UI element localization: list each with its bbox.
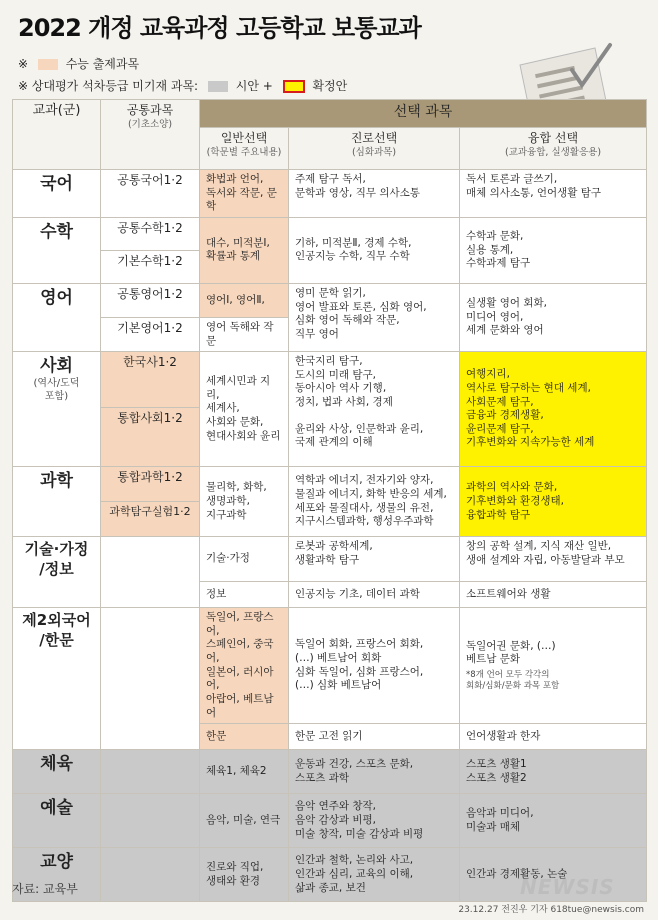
general-pe: 체육1, 체육2 (200, 750, 289, 794)
legend-swatch-gray (208, 81, 228, 92)
fusion-liberal: 인간과 경제활동, 논술 (460, 848, 647, 902)
text-line: 심화 영어 독해와 작문, (295, 314, 400, 327)
general-tech-2: 정보 (200, 582, 289, 608)
common-math-1: 공통수학1·2 (101, 217, 200, 250)
header-common-sub: (기초소양) (127, 118, 173, 130)
fusion-pe (460, 750, 647, 794)
cat-tech-label-1: 기술·가정 (24, 540, 89, 559)
general-science (200, 467, 289, 537)
common-science-2: 과학탐구실험1·2 (101, 502, 200, 537)
common-korean: 공통국어1·2 (101, 170, 200, 218)
header-general-sub: (학문별 주요내용) (206, 146, 282, 158)
cat-math: 수학 (13, 217, 101, 283)
career-pe (289, 750, 460, 794)
text-line: 로봇과 공학세계, (295, 540, 373, 553)
text-line: 역학과 에너지, 전자기와 양자, (295, 474, 434, 487)
text-line: 회화/심화/문화 과목 포함 (466, 680, 560, 691)
text-line: 스포츠 생활1 (466, 758, 527, 771)
general-english-1: 영어Ⅰ, 영어Ⅱ, (200, 283, 289, 317)
credit-line: 23.12.27 전진우 기자 618tue@newsis.com (458, 905, 644, 915)
career-liberal (289, 848, 460, 902)
common-lang-empty (101, 608, 200, 750)
legend-mark: ※ (18, 79, 29, 93)
text-line: 미디어 영어, (466, 310, 524, 323)
text-line: 지구시스템과학, 행성우주과학 (295, 515, 434, 528)
legend-final-label: 확정안 (312, 79, 348, 93)
general-lang-1 (200, 608, 289, 724)
legend-swatch-yellow (283, 80, 305, 93)
common-pe-empty (101, 750, 200, 794)
text-line: 미술과 매체 (466, 820, 521, 833)
text-line: 독일어권 문화, (…) (466, 639, 556, 652)
text-line: 국제 관계의 이해 (295, 436, 373, 449)
header-general (200, 128, 289, 170)
cat-english: 영어 (13, 283, 101, 351)
career-science (289, 467, 460, 537)
text-line: 인공지능 수학, 직무 수학 (295, 250, 410, 263)
source-note: 자료: 교육부 (12, 882, 78, 896)
text-line: 물질과 에너지, 화학 반응의 세계, (295, 488, 447, 501)
text-line: *8개 언어 모두 각각의 (466, 669, 550, 680)
career-social (289, 352, 460, 467)
legend-exam (18, 55, 139, 72)
text-line: 기후변화와 환경생태, (466, 494, 564, 507)
text-line: 매체 의사소통, 언어생활 탐구 (466, 186, 602, 199)
header-common (101, 100, 200, 170)
text-line: 기후변화와 지속가능한 세계 (466, 436, 595, 449)
header-fusion (460, 128, 647, 170)
text-line: 실생활 영어 회화, (466, 297, 548, 310)
career-art (289, 794, 460, 848)
text-line: 세계사, (206, 402, 240, 415)
text-line: 한국지리 탐구, (295, 355, 363, 368)
text-line: 스페인어, 중국어, (206, 638, 274, 665)
text-line: 직무 영어 (295, 327, 339, 340)
text-line: 동아시아 역사 기행, (295, 382, 387, 395)
text-line: 기하, 미적분Ⅱ, 경제 수학, (295, 236, 412, 249)
cat-social-sub-2: 포함) (44, 391, 69, 403)
header-fusion-label: 융합 선택 (527, 131, 579, 145)
text-line: 독일어 회화, 프랑스어 회화, (295, 638, 424, 651)
cat-science: 과학 (13, 467, 101, 537)
text-line: 사회와 문화, (206, 416, 264, 429)
general-art: 음악, 미술, 연극 (200, 794, 289, 848)
text-line: 융합과학 탐구 (466, 508, 531, 521)
text-line: 생활과학 탐구 (295, 553, 360, 566)
career-tech-2: 인공지능 기초, 데이터 과학 (289, 582, 460, 608)
text-line: 독서와 작문, 문학 (206, 186, 277, 213)
fusion-tech-1 (460, 537, 647, 582)
general-liberal (200, 848, 289, 902)
text-line: 도시의 미래 탐구, (295, 368, 377, 381)
common-tech-empty (101, 537, 200, 608)
common-english-2: 기본영어1·2 (101, 317, 200, 351)
common-liberal-empty (101, 848, 200, 902)
cat-lang-label-1: 제2외국어 (22, 611, 91, 630)
common-art-empty (101, 794, 200, 848)
cat-lang (13, 608, 101, 750)
legend-swatch-orange (38, 59, 58, 70)
text-line: 세계 문화와 영어 (466, 324, 544, 337)
text-line: 운동과 건강, 스포츠 문화, (295, 758, 414, 771)
text-line: 윤리와 사상, 인문학과 윤리, (295, 422, 424, 435)
text-line: 음악 감상과 비평, (295, 814, 377, 826)
text-line: 지구과학 (206, 508, 247, 521)
newsis-watermark: NEWSIS (520, 875, 615, 899)
text-line: 수학과 문화, (466, 229, 524, 242)
text-line: 여행지리, (466, 368, 510, 381)
text-line: (…) 심화 베트남어 (295, 679, 382, 692)
text-line: 창의 공학 설계, 지식 재산 일반, (466, 540, 612, 553)
text-line: 미술 창작, 미술 감상과 비평 (295, 827, 424, 840)
text-line: 수학과제 탐구 (466, 257, 531, 270)
text-line: 윤리문제 탐구, (466, 422, 534, 435)
fusion-lang-2: 언어생활과 한자 (460, 724, 647, 750)
text-line: 진로와 직업, (206, 861, 264, 874)
text-line: 역사로 탐구하는 현대 세계, (466, 381, 591, 394)
text-line: 음악 연주와 창작, (295, 800, 377, 813)
text-line: 과학의 역사와 문화, (466, 481, 558, 494)
text-line: 독서 토론과 글쓰기, (466, 173, 558, 185)
cat-social (13, 352, 101, 467)
text-line: 물리학, 화학, (206, 481, 267, 494)
legend-exam-label: 수능 출제과목 (65, 57, 140, 71)
text-line: 실용 통계, (466, 243, 514, 256)
text-line: 현대사회와 윤리 (206, 429, 281, 442)
text-line: 생명과학, (206, 494, 250, 507)
legend-draft-label: 시안 + (235, 79, 273, 93)
text-line: 음악과 미디어, (466, 807, 534, 820)
text-line: 화법과 언어, (206, 173, 264, 185)
text-line: 세포와 물질대사, 생물의 유전, (295, 501, 434, 514)
career-korean (289, 170, 460, 218)
career-lang-1 (289, 608, 460, 724)
header-fusion-sub: (교과융합, 실생활응용) (504, 146, 602, 158)
legend-unranked-label: 상대평가 석차등급 미기재 과목: (31, 79, 199, 93)
common-social-1: 한국사1·2 (101, 352, 200, 408)
fusion-math (460, 217, 647, 283)
career-lang-2: 한문 고전 읽기 (289, 724, 460, 750)
header-career-sub: (심화과목) (351, 146, 397, 158)
text-line: 독일어, 프랑스어, (206, 611, 274, 637)
curriculum-table (12, 99, 647, 902)
text-line: (…) 베트남어 회화 (295, 652, 382, 665)
common-math-2: 기본수학1·2 (101, 250, 200, 283)
common-science-1: 통합과학1·2 (101, 467, 200, 502)
fusion-lang-note (466, 670, 640, 692)
general-social (200, 352, 289, 467)
fusion-science (460, 467, 647, 537)
text-line: 스포츠 과학 (295, 771, 350, 784)
cat-tech (13, 537, 101, 608)
text-line: 확률과 통계 (206, 250, 261, 263)
general-english-2: 영어 독해와 작문 (200, 317, 289, 351)
text-line: 정치, 법과 사회, 경제 (295, 396, 393, 409)
general-tech-1: 기술·가정 (200, 537, 289, 582)
text-line: 삶과 종교, 보건 (295, 881, 366, 894)
header-category: 교과(군) (13, 100, 101, 170)
header-elective: 선택 과목 (200, 100, 647, 128)
header-common-label: 공통과목 (126, 103, 174, 117)
header-career-label: 진로선택 (350, 131, 398, 145)
common-english-1: 공통영어1·2 (101, 283, 200, 317)
general-korean (200, 170, 289, 218)
spacer (295, 410, 453, 423)
text-line: 인간과 철학, 논리와 사고, (295, 854, 414, 867)
fusion-social (460, 352, 647, 467)
text-line: 심화 독일어, 심화 프랑스어, (295, 665, 424, 678)
text-line: 문학과 영상, 직무 의사소통 (295, 186, 420, 199)
fusion-art (460, 794, 647, 848)
career-english (289, 283, 460, 351)
fusion-tech-2: 소프트웨어와 생활 (460, 582, 647, 608)
text-line: 생태와 환경 (206, 874, 261, 887)
text-line: 주제 탐구 독서, (295, 173, 366, 185)
cat-social-label: 사회 (40, 356, 73, 377)
fusion-korean (460, 170, 647, 218)
fusion-english (460, 283, 647, 351)
cat-lang-label-2: /한문 (39, 630, 74, 649)
text-line: 금융과 경제생활, (466, 409, 544, 422)
career-tech-1 (289, 537, 460, 582)
general-math (200, 217, 289, 283)
text-line: 대수, 미적분Ⅰ, (206, 236, 270, 249)
fusion-lang-1 (460, 608, 647, 724)
cat-liberal: 교양 (13, 848, 101, 902)
common-social-2: 통합사회1·2 (101, 408, 200, 467)
cat-korean: 국어 (13, 170, 101, 218)
page-title: 2022 개정 교육과정 고등학교 보통교과 (18, 14, 421, 42)
text-line: 영미 문학 읽기, (295, 286, 366, 299)
cat-social-sub-1: (역사/도덕 (33, 378, 80, 390)
header-career (289, 128, 460, 170)
legend-unranked (18, 77, 347, 94)
text-line: 스포츠 생활2 (466, 771, 527, 784)
text-line: 세계시민과 지리, (206, 375, 271, 401)
text-line: 일본어, 러시아어, (206, 665, 274, 692)
cat-tech-label-2: /정보 (39, 559, 74, 578)
legend-mark: ※ (18, 57, 29, 71)
text-line: 베트남 문화 (466, 653, 521, 666)
career-math (289, 217, 460, 283)
header-general-label: 일반선택 (220, 131, 268, 145)
cat-art: 예술 (13, 794, 101, 848)
text-line: 생애 설계와 자립, 아동발달과 부모 (466, 553, 625, 566)
general-lang-2: 한문 (200, 724, 289, 750)
text-line: 아랍어, 베트남어 (206, 693, 274, 719)
text-line: 인간과 심리, 교육의 이해, (295, 868, 414, 880)
cat-pe: 체육 (13, 750, 101, 794)
text-line: 사회문제 탐구, (466, 395, 534, 408)
text-line: 영어 발표와 토론, 심화 영어, (295, 300, 427, 313)
